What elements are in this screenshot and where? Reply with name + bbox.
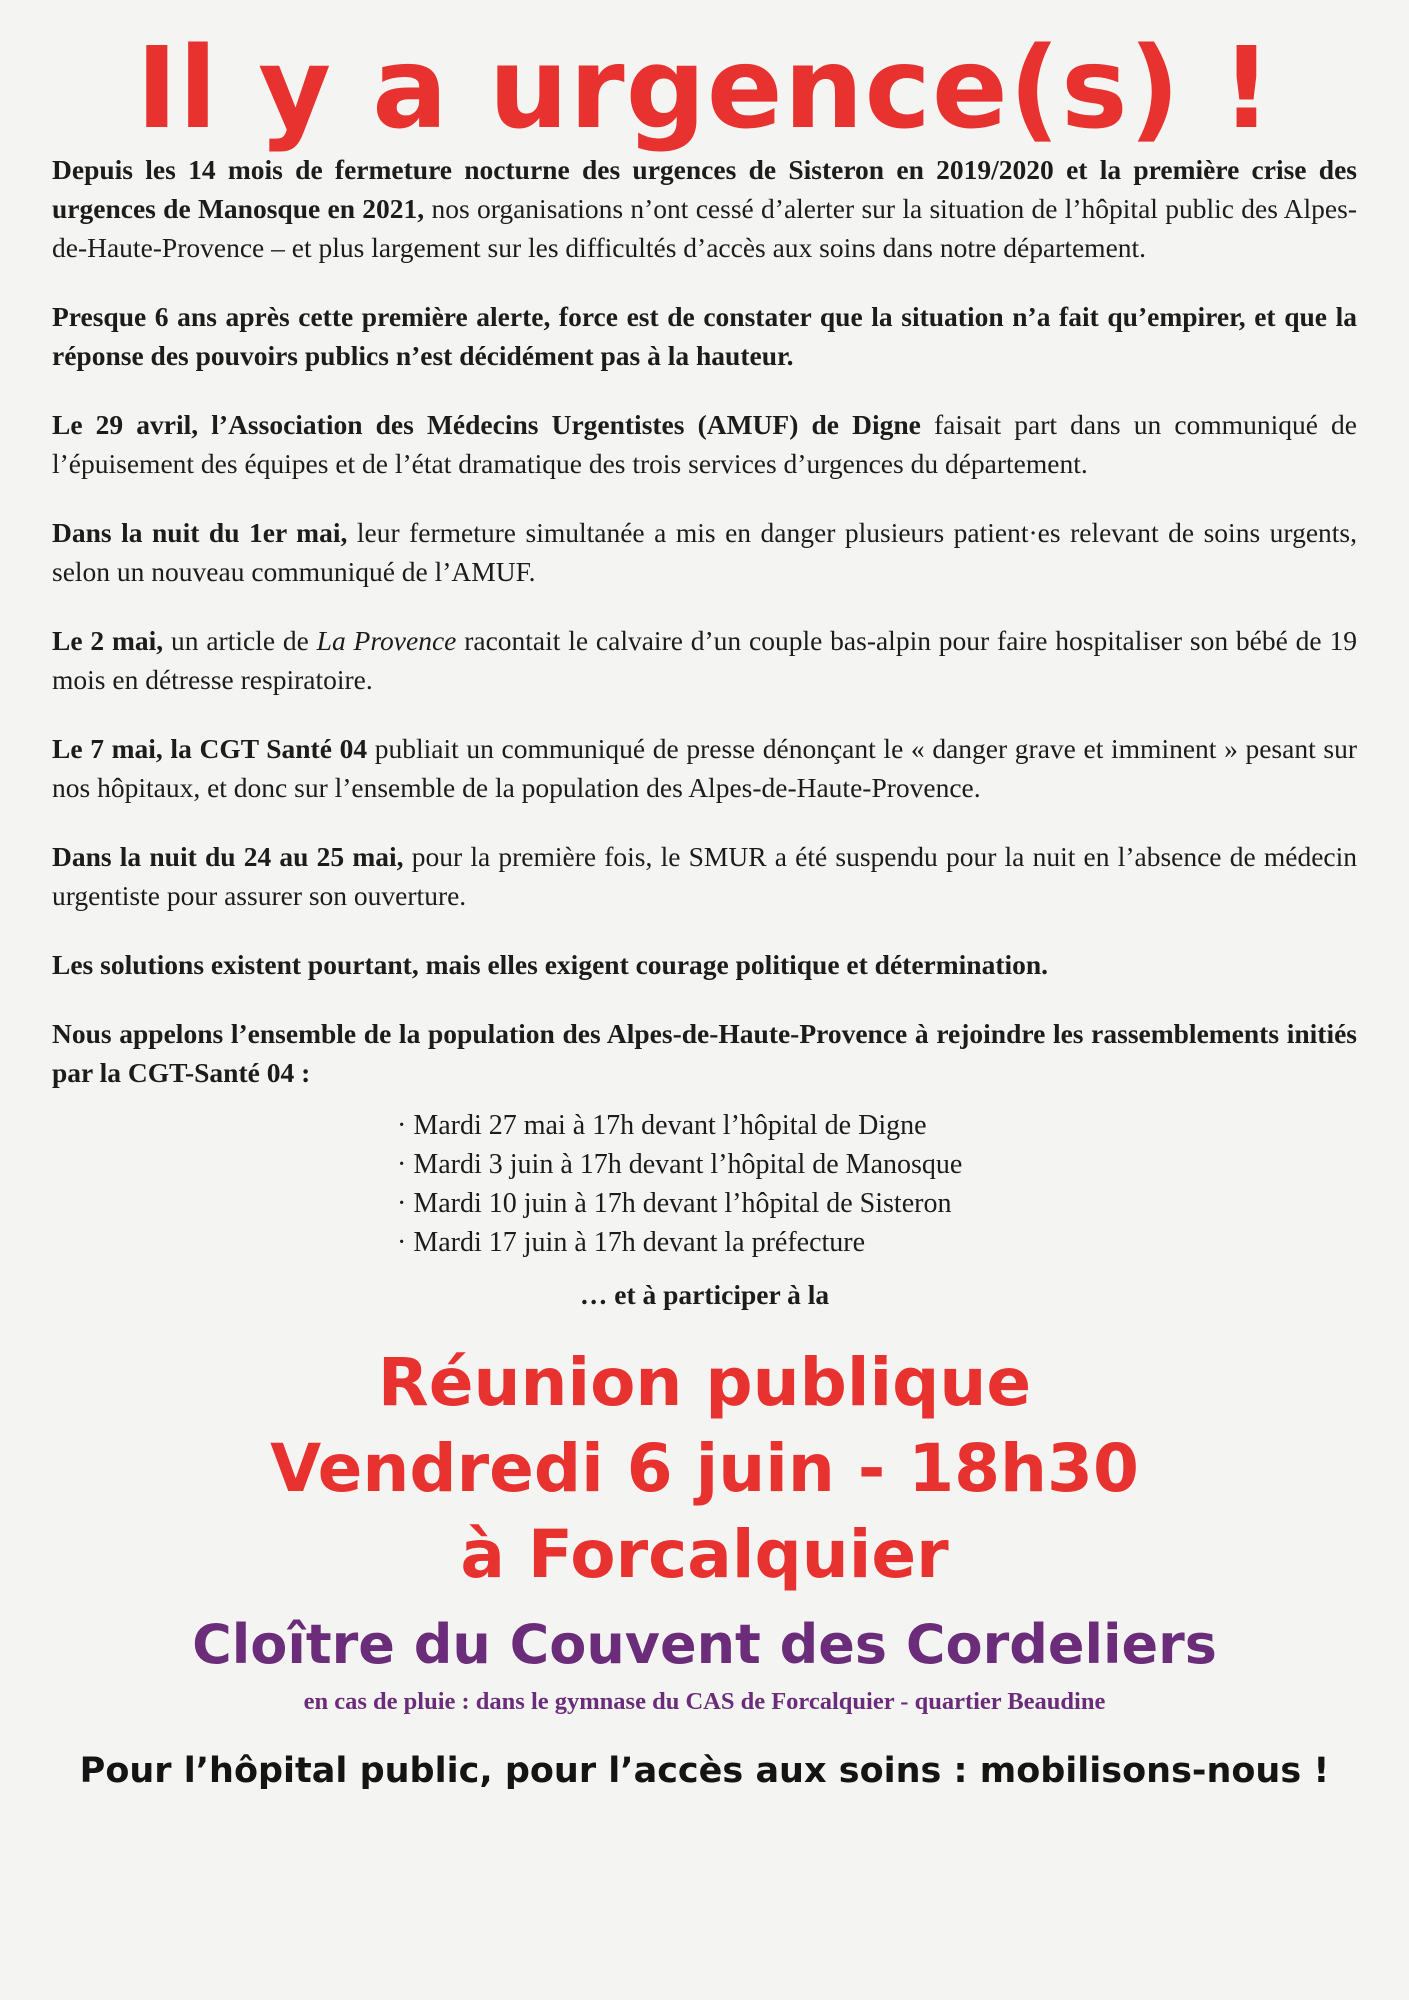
paragraph-8 (52, 945, 1357, 984)
paragraph-6-text: publiait un communiqué de presse dénonçant le « danger grave et imminent » pesant sur nos hôpitaux, et donc sur l’ensemble de la population des Alpes-de-Haute-Provence. (52, 733, 1357, 803)
paragraph-9-bold: Nous appelons l’ensemble de la population des Alpes-de-Haute-Provence à rejoindre les rassemblements initiés par la CGT-Santé 04 : (52, 1018, 1357, 1088)
newspaper-name: La Provence (316, 625, 457, 656)
rally-list (52, 1106, 1357, 1262)
paragraph-9 (52, 1014, 1357, 1092)
paragraph-7-bold: Dans la nuit du 24 au 25 mai, (52, 841, 404, 872)
paragraph-8-bold: Les solutions existent pourtant, mais elles exigent courage politique et détermination. (52, 949, 1049, 980)
meeting-date: Vendredi 6 juin - 18h30 (270, 1430, 1139, 1507)
body-text (52, 150, 1357, 1092)
paragraph-6 (52, 729, 1357, 807)
paragraph-1-bold: Depuis les 14 mois de fermeture nocturne des urgences de Sisteron en 2019/2020 et la première crise des urgences de Manosque en 2021, (52, 154, 1357, 224)
meeting-venue: Cloître du Couvent des Cordeliers (192, 1613, 1217, 1676)
paragraph-5-text: un article de (163, 625, 317, 656)
rally-item: · Mardi 27 mai à 17h devant l’hôpital de Digne (397, 1106, 1357, 1145)
paragraph-7-text: pour la première fois, le SMUR a été suspendu pour la nuit en l’absence de médecin urgentiste pour assurer son ouverture. (52, 841, 1357, 911)
paragraph-4-text: leur fermeture simultanée a mis en danger plusieurs patient·es relevant de soins urgents, selon un nouveau communiqué de l’AMUF. (52, 517, 1357, 587)
paragraph-5-text-end: racontait le calvaire d’un couple bas-alpin pour faire hospitaliser son bébé de 19 mois en détresse respiratoire. (52, 625, 1357, 695)
paragraph-2 (52, 297, 1357, 375)
paragraph-6-bold: Le 7 mai, la CGT Santé 04 (52, 733, 368, 764)
paragraph-3-text: faisait part dans un communiqué de l’épuisement des équipes et de l’état dramatique des trois services d’urgences du département. (52, 409, 1357, 479)
paragraph-4 (52, 513, 1357, 591)
meeting-town: à Forcalquier (460, 1516, 949, 1593)
call-to-action: … et à participer à la (579, 1279, 830, 1310)
paragraph-1-text: nos organisations n’ont cessé d’alerter sur la situation de l’hôpital public des Alpes-de-Haute-Provence – et plus largement sur les difficultés d’accès aux soins dans notre département. (52, 193, 1357, 263)
rally-item: · Mardi 3 juin à 17h devant l’hôpital de Manosque (397, 1145, 1357, 1184)
paragraph-2-bold: Presque 6 ans après cette première alerte, force est de constater que la situation n’a fait qu’empirer, et que la réponse des pouvoirs publics n’est décidément pas à la hauteur. (52, 301, 1357, 371)
paragraph-7 (52, 837, 1357, 915)
rally-item: · Mardi 17 juin à 17h devant la préfecture (397, 1223, 1357, 1262)
paragraph-5-bold: Le 2 mai, (52, 625, 164, 656)
rain-note: en cas de pluie : dans le gymnase du CAS de Forcalquier - quartier Beaudine (303, 1688, 1106, 1715)
paragraph-5 (52, 621, 1357, 699)
paragraph-4-bold: Dans la nuit du 1er mai, (52, 517, 348, 548)
slogan: Pour l’hôpital public, pour l’accès aux soins : mobilisons-nous ! (79, 1751, 1330, 1791)
meeting-title: Réunion publique (377, 1344, 1032, 1421)
paragraph-1 (52, 150, 1357, 267)
meeting-announcement (52, 1340, 1357, 1598)
flyer-title: Il y a urgence(s) ! (136, 24, 1273, 154)
paragraph-3-bold: Le 29 avril, l’Association des Médecins Urgentistes (AMUF) de Digne (52, 409, 921, 440)
paragraph-3 (52, 405, 1357, 483)
rally-item: · Mardi 10 juin à 17h devant l’hôpital de Sisteron (397, 1184, 1357, 1223)
